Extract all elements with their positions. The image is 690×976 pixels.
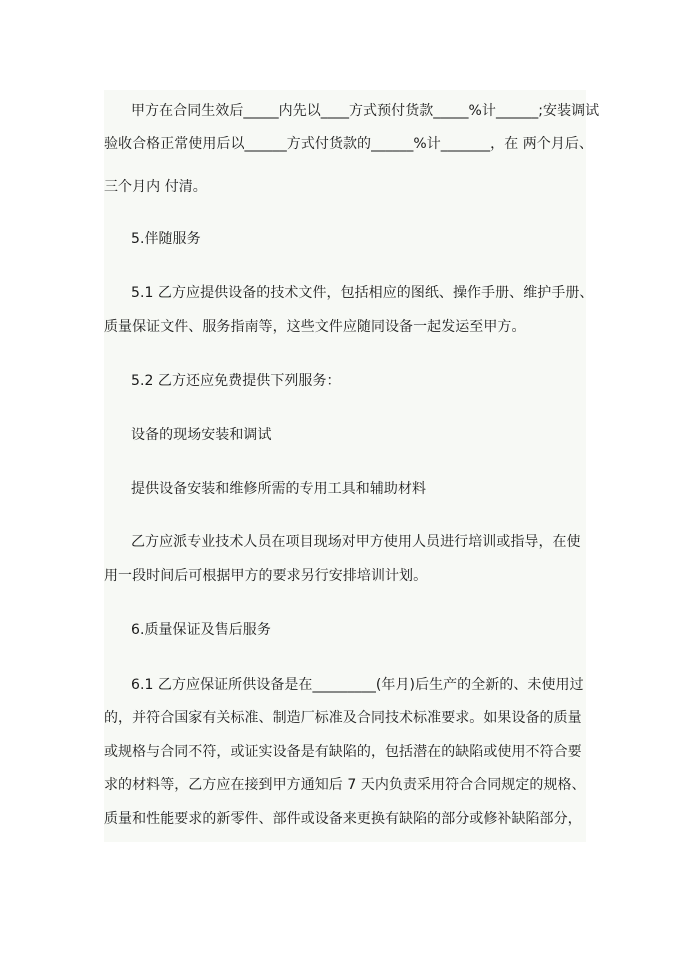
clause-6-1-line-2: 的，并符合国家有关标准、制造厂标准及合同技术标准要求。如果设备的质量 [104, 710, 582, 726]
clause-6-1-line-3: 或规格与合同不符，或证实设备是有缺陷的，包括潜在的缺陷或使用不符合要 [104, 744, 582, 760]
training-line-2: 用一段时间后可根据甲方的要求另行安排培训计划。 [104, 568, 428, 584]
clause-6-1-line-1: 6.1 乙方应保证所供设备是在_________(年月)后生产的全新的、未使用过 [131, 677, 584, 693]
section-6-heading: 6.质量保证及售后服务 [131, 622, 271, 638]
clause-6-1-line-4: 求的材料等，乙方应在接到甲方通知后 7 天内负责采用符合合同规定的规格、 [104, 777, 586, 793]
payment-terms-line-3: 三个月内 付清。 [104, 179, 207, 195]
clause-5-1-line-1: 5.1 乙方应提供设备的技术文件，包括相应的图纸、操作手册、维护手册、 [131, 285, 594, 301]
service-item-tools: 提供设备安装和维修所需的专用工具和辅助材料 [131, 481, 427, 497]
clause-6-1-line-5: 质量和性能要求的新零件、部件或设备来更换有缺陷的部分或修补缺陷部分， [104, 811, 582, 827]
training-line-1: 乙方应派专业技术人员在项目现场对甲方使用人员进行培训或指导，在使 [131, 534, 581, 550]
payment-terms-line-2: 验收合格正常使用后以______方式付货款的______%计_______，在 两个月后、 [104, 136, 594, 152]
payment-terms-line-1: 甲方在合同生效后_____内先以____方式预付货款_____%计______;安装调试 [131, 103, 600, 119]
section-5-heading: 5.伴随服务 [131, 231, 201, 247]
document-body [104, 90, 600, 842]
clause-5-2-heading: 5.2 乙方还应免费提供下列服务： [131, 373, 341, 389]
service-item-installation: 设备的现场安装和调试 [131, 427, 272, 443]
clause-5-1-line-2: 质量保证文件、服务指南等，这些文件应随同设备一起发运至甲方。 [104, 319, 526, 335]
